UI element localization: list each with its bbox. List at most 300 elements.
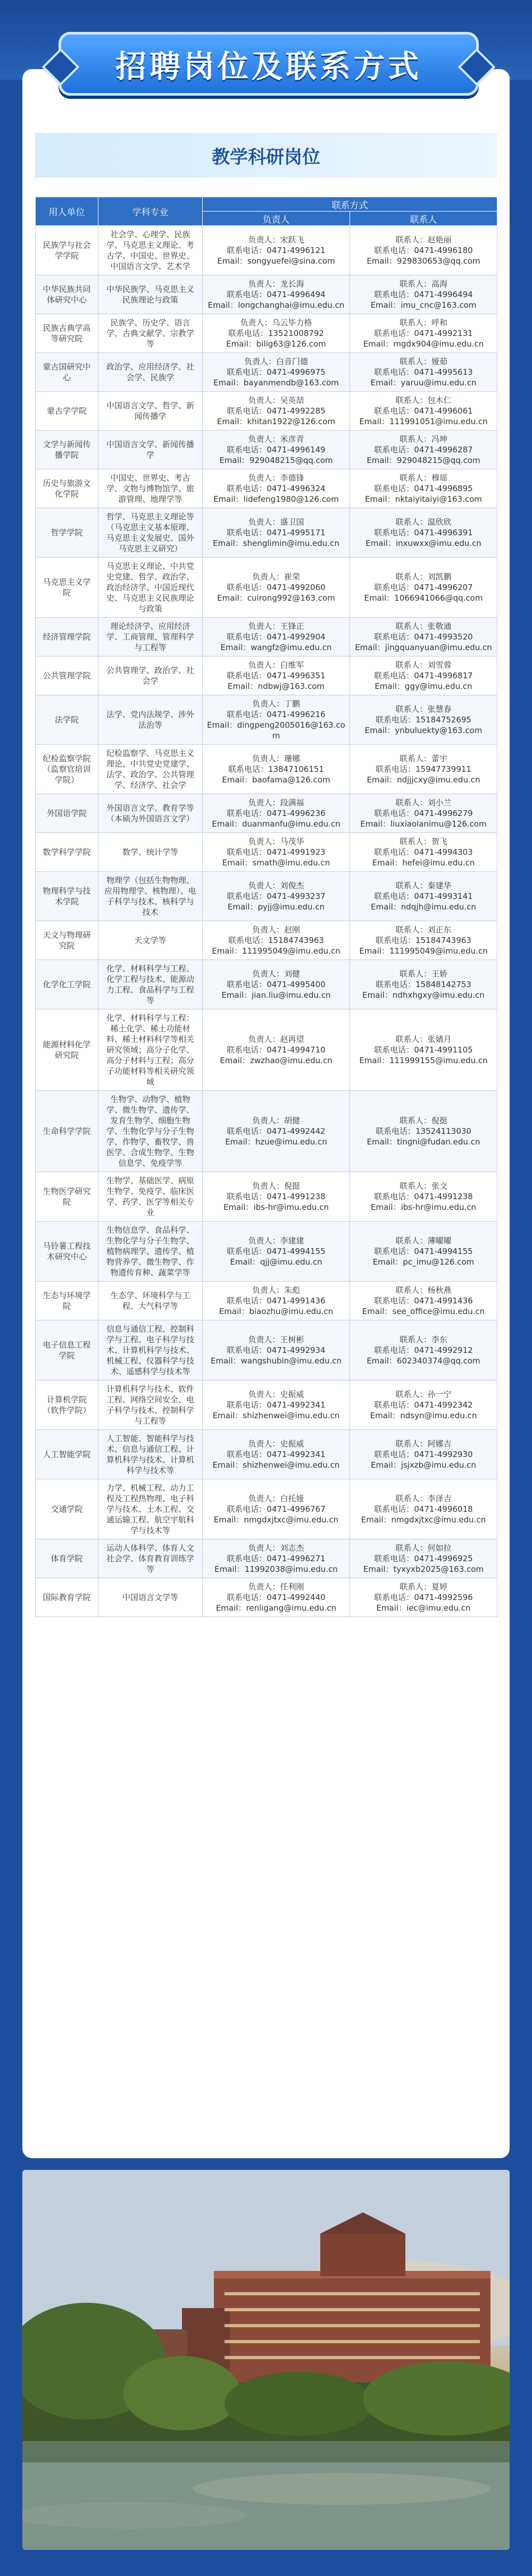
table-row bbox=[36, 1380, 497, 1430]
liaison-line: 联系人：刘凯鹏 bbox=[395, 572, 452, 582]
leader-line: Email：smath@imu.edu.cn bbox=[222, 858, 330, 868]
leader-cell bbox=[203, 431, 350, 469]
liaison-cell bbox=[350, 794, 497, 833]
leader-line: Email：11992038@imu.edu.cn bbox=[214, 1564, 338, 1574]
leader-line: 联系电话：0471-4992285 bbox=[227, 406, 326, 416]
leader-cell bbox=[203, 1578, 350, 1617]
leader-line: 负责人：段满福 bbox=[248, 798, 304, 807]
leader-line: 负责人：赵再望 bbox=[248, 1034, 304, 1044]
unit-cell: 生物医学研究院 bbox=[36, 1172, 98, 1222]
liaison-line: 联系电话：0471-4996018 bbox=[374, 1504, 473, 1514]
leader-line: 负责人：刘健 bbox=[252, 969, 300, 979]
liaison-cell bbox=[350, 1222, 497, 1282]
table-row bbox=[36, 618, 497, 656]
leader-line: 负责人：任利刚 bbox=[248, 1582, 304, 1592]
leader-line: 负责人：珊娜 bbox=[252, 754, 300, 763]
leader-cell bbox=[203, 558, 350, 618]
liaison-line: Email：mgdx904@imu.edu.cn bbox=[363, 339, 484, 349]
leader-line: Email：lidefeng1980@126.com bbox=[213, 494, 339, 504]
liaison-cell bbox=[350, 695, 497, 745]
liaison-line: 联系人：呼和 bbox=[399, 318, 447, 327]
leader-line: 负责人：丁鹏 bbox=[252, 699, 300, 709]
liaison-cell bbox=[350, 1091, 497, 1172]
unit-cell: 马铃薯工程技术研究中心 bbox=[36, 1222, 98, 1282]
unit-cell: 生态与环境学院 bbox=[36, 1282, 98, 1320]
leader-line: 负责人：史振威 bbox=[248, 1439, 304, 1449]
leader-line: Email：longchanghai@imu.edu.cn bbox=[207, 300, 345, 310]
table-body bbox=[36, 226, 497, 1617]
liaison-line: 联系电话：0471-4992912 bbox=[374, 1345, 473, 1355]
leader-cell bbox=[203, 921, 350, 960]
liaison-cell bbox=[350, 226, 497, 275]
liaison-line: 联系人：张敬通 bbox=[395, 621, 452, 631]
liaison-line: Email：iec@imu.edu.cn bbox=[376, 1603, 471, 1613]
leader-line: 负责人：宋跃飞 bbox=[248, 235, 304, 245]
liaison-line: 联系电话：0471-4994155 bbox=[374, 1247, 473, 1256]
liaison-line: 联系人：冯坤 bbox=[399, 434, 447, 444]
unit-cell: 马克思主义学院 bbox=[36, 558, 98, 618]
table-row bbox=[36, 392, 497, 431]
liaison-line: 联系电话：0471-4992342 bbox=[374, 1400, 473, 1410]
leader-line: 负责人：李德锋 bbox=[248, 473, 304, 483]
page-title: 招聘岗位及联系方式 bbox=[115, 48, 422, 85]
unit-cell: 文学与新闻传播学院 bbox=[36, 431, 98, 469]
unit-cell: 计算机学院（软件学院） bbox=[36, 1380, 98, 1430]
major-cell: 公共管理学、政治学、社会学 bbox=[98, 656, 203, 695]
leader-line: 负责人：白音门德 bbox=[244, 357, 308, 366]
leader-line: 联系电话：13847106151 bbox=[228, 764, 324, 774]
leader-cell bbox=[203, 275, 350, 314]
leader-line: Email：929048215@qq.com bbox=[219, 456, 333, 465]
liaison-line: Email：602340374@qq.com bbox=[367, 1356, 480, 1366]
leader-line: 联系电话：0471-4995171 bbox=[227, 528, 326, 537]
leader-line: 联系电话：0471-4992341 bbox=[227, 1400, 326, 1410]
unit-cell: 纪检监察学院（监察官培训学院） bbox=[36, 745, 98, 794]
leader-line: Email：wangshubin@imu.edu.cn bbox=[211, 1356, 342, 1366]
liaison-cell bbox=[350, 1282, 497, 1320]
liaison-cell bbox=[350, 314, 497, 353]
table-row bbox=[36, 1222, 497, 1282]
leader-line: 负责人：史振威 bbox=[248, 1390, 304, 1399]
liaison-line: 联系人：张慧春 bbox=[395, 704, 452, 714]
major-cell: 生物学、基础医学、病原生物学、免疫学、临床医学、药学、医学等相关专业 bbox=[98, 1172, 203, 1222]
leader-line: 负责人：盛卫国 bbox=[248, 517, 304, 527]
liaison-cell bbox=[350, 921, 497, 960]
liaison-line: 联系人：蕾宇 bbox=[399, 754, 447, 763]
leader-line: 联系电话：0471-4996271 bbox=[227, 1554, 326, 1563]
liaison-line: 联系电话：0471-4996180 bbox=[374, 246, 473, 255]
major-cell: 马克思主义理论、中共党史党建、哲学、政治学、政治经济学、中国近现代史、马克思主义民族理论与政策 bbox=[98, 558, 203, 618]
table-row bbox=[36, 431, 497, 469]
table-row bbox=[36, 656, 497, 695]
table-row bbox=[36, 872, 497, 921]
leader-line: Email：111995049@imu.edu.cn bbox=[212, 946, 340, 956]
unit-cell: 天文与物理研究院 bbox=[36, 921, 98, 960]
leader-cell bbox=[203, 1320, 350, 1380]
liaison-line: 联系电话：0471-4991105 bbox=[374, 1045, 473, 1055]
table-row bbox=[36, 314, 497, 353]
liaison-line: Email：929048215@qq.com bbox=[367, 456, 480, 465]
liaison-line: Email：nmgdxjtxc@imu.edu.cn bbox=[361, 1515, 486, 1525]
liaison-line: Email：see_office@imu.edu.cn bbox=[362, 1307, 485, 1316]
major-cell: 中国语言文学、新闻传播学 bbox=[98, 431, 203, 469]
leader-line: 负责人：倪挺 bbox=[252, 1181, 300, 1191]
leader-line: Email：jian.liu@imu.edu.cn bbox=[221, 990, 331, 1000]
liaison-line: 联系人：薄曜曜 bbox=[395, 1236, 452, 1245]
leader-cell bbox=[203, 508, 350, 558]
leader-line: 联系电话：0471-4991238 bbox=[227, 1192, 326, 1201]
liaison-line: 联系电话：0471-4996279 bbox=[374, 809, 473, 818]
leader-line: 联系电话：0471-4993237 bbox=[227, 891, 326, 901]
leader-cell bbox=[203, 618, 350, 656]
header-contact: 联系方式 bbox=[203, 197, 497, 212]
liaison-line: 联系电话：0471-4993141 bbox=[374, 891, 473, 901]
major-cell: 生物信息学、食品科学、生物化学与分子生物学、植物病理学、遗传学、植物营养学、微生物学、作物遗传育种、蔬菜学等 bbox=[98, 1222, 203, 1282]
major-cell: 中国语言文学等 bbox=[98, 1578, 203, 1617]
unit-cell: 民族古典学高等研究院 bbox=[36, 314, 98, 353]
major-cell: 数学、统计学等 bbox=[98, 833, 203, 872]
liaison-line: 联系电话：0471-4993520 bbox=[374, 632, 473, 642]
campus-photo bbox=[22, 2170, 510, 2550]
leader-line: 联系电话：0471-4996236 bbox=[227, 809, 326, 818]
liaison-cell bbox=[350, 656, 497, 695]
leader-cell bbox=[203, 392, 350, 431]
leader-line: 负责人：白维军 bbox=[248, 660, 304, 670]
liaison-line: Email：ndsyn@imu.edu.cn bbox=[370, 1411, 477, 1420]
major-cell: 人工智能、智能科学与技术、信息与通信工程、计算机科学与技术、计算机科学与技术等 bbox=[98, 1430, 203, 1479]
major-cell: 中国史、世界史、考古学、文物与博物馆学、旅游管理、地理学等 bbox=[98, 469, 203, 508]
liaison-line: 联系电话：0471-4992596 bbox=[374, 1593, 473, 1602]
leader-line: Email：shizhenwei@imu.edu.cn bbox=[212, 1411, 340, 1420]
leader-line: 负责人：崔荣 bbox=[252, 572, 300, 582]
liaison-line: 联系人：高海 bbox=[399, 279, 447, 289]
major-cell: 运动人体科学、体育人文社会学、体育教育训练学等 bbox=[98, 1539, 203, 1578]
table-row bbox=[36, 275, 497, 314]
header-liaison: 联系人 bbox=[350, 212, 497, 226]
unit-cell: 哲学学院 bbox=[36, 508, 98, 558]
header-major: 学科专业 bbox=[98, 197, 203, 226]
liaison-cell bbox=[350, 1430, 497, 1479]
unit-cell: 化学化工学院 bbox=[36, 960, 98, 1009]
liaison-cell bbox=[350, 1380, 497, 1430]
leader-line: 负责人：刘志杰 bbox=[248, 1543, 304, 1553]
liaison-line: 联系电话：0471-4996061 bbox=[374, 406, 473, 416]
leader-line: Email：bilig63@126.com bbox=[226, 339, 326, 349]
liaison-line: 联系人：阿娜吉 bbox=[395, 1439, 452, 1449]
liaison-cell bbox=[350, 833, 497, 872]
leader-cell bbox=[203, 794, 350, 833]
major-cell: 化学、材料科学与工程：稀土化学、稀土功能材料、稀土材料科学等相关研究领域；高分子化学、高分子材料与工程；高分子功能材料等相关研究领域 bbox=[98, 1009, 203, 1091]
liaison-line: 联系人：秦建华 bbox=[395, 881, 452, 890]
leader-line: Email：khitan1922@126.com bbox=[217, 417, 336, 426]
unit-cell: 法学院 bbox=[36, 695, 98, 745]
liaison-cell bbox=[350, 1539, 497, 1578]
leader-line: 联系电话：0471-4996351 bbox=[227, 671, 326, 680]
leader-line: 联系电话：13521008792 bbox=[228, 329, 324, 338]
leader-line: 联系电话：0471-4991923 bbox=[227, 847, 326, 857]
table-row bbox=[36, 1320, 497, 1380]
leader-line: 负责人：朱彪 bbox=[252, 1285, 300, 1295]
liaison-line: Email：111999155@imu.edu.cn bbox=[359, 1056, 488, 1065]
unit-cell: 蒙古国研究中心 bbox=[36, 353, 98, 392]
liaison-cell bbox=[350, 469, 497, 508]
liaison-cell bbox=[350, 1009, 497, 1091]
unit-cell: 历史与旅游文化学院 bbox=[36, 469, 98, 508]
leader-line: 负责人：白托娅 bbox=[248, 1494, 304, 1503]
liaison-line: 联系电话：0471-4996207 bbox=[374, 583, 473, 592]
leader-line: 联系电话：0471-4994710 bbox=[227, 1045, 326, 1055]
liaison-line: 联系人：温欣欣 bbox=[395, 517, 452, 527]
liaison-cell bbox=[350, 745, 497, 794]
liaison-line: Email：tingni@fudan.edu.cn bbox=[367, 1137, 480, 1147]
liaison-line: 联系人：孙一宁 bbox=[395, 1390, 452, 1399]
unit-cell: 外国语学院 bbox=[36, 794, 98, 833]
unit-cell: 中华民族共同体研究中心 bbox=[36, 275, 98, 314]
table-row bbox=[36, 695, 497, 745]
table-row bbox=[36, 1578, 497, 1617]
table-row bbox=[36, 1430, 497, 1479]
liaison-line: Email：hefei@imu.edu.cn bbox=[372, 858, 475, 868]
liaison-line: 联系电话：0471-4992131 bbox=[374, 329, 473, 338]
liaison-cell bbox=[350, 1578, 497, 1617]
unit-cell: 电子信息工程学院 bbox=[36, 1320, 98, 1380]
leader-cell bbox=[203, 1380, 350, 1430]
leader-cell bbox=[203, 353, 350, 392]
leader-line: Email：pyjj@imu.edu.cn bbox=[227, 902, 325, 912]
liaison-line: Email：ggy@imu.edu.cn bbox=[375, 681, 472, 691]
leader-line: 联系电话：0471-4992440 bbox=[227, 1593, 326, 1602]
major-cell: 哲学、马克思主义理论等（马克思主义基本原理、马克思主义发展史、国外马克思主义研究） bbox=[98, 508, 203, 558]
leader-line: Email：dingpeng2005016@163.com bbox=[207, 720, 345, 740]
liaison-line: Email：yaruu@imu.edu.cn bbox=[370, 378, 477, 388]
leader-line: 联系电话：0471-4992904 bbox=[227, 632, 326, 642]
unit-cell: 能源材料化学研究院 bbox=[36, 1009, 98, 1091]
unit-cell: 人工智能学院 bbox=[36, 1430, 98, 1479]
leader-cell bbox=[203, 656, 350, 695]
leader-line: 负责人：乌云毕力格 bbox=[240, 318, 312, 327]
leader-line: 联系电话：0471-4996121 bbox=[227, 246, 326, 255]
leader-line: Email：nmgdxjtxc@imu.edu.cn bbox=[213, 1515, 339, 1525]
leader-line: 负责人：吴英喆 bbox=[248, 395, 304, 405]
leader-cell bbox=[203, 226, 350, 275]
leader-line: 联系电话：0471-4992934 bbox=[227, 1345, 326, 1355]
liaison-line: 联系电话：15848142753 bbox=[376, 980, 471, 989]
liaison-cell bbox=[350, 392, 497, 431]
liaison-cell bbox=[350, 872, 497, 921]
major-cell: 政治学、应用经济学、社会学、民族学 bbox=[98, 353, 203, 392]
table-row bbox=[36, 1009, 497, 1091]
liaison-line: 联系电话：0471-4996925 bbox=[374, 1554, 473, 1563]
leader-line: Email：zwzhao@imu.edu.cn bbox=[220, 1056, 332, 1065]
leader-line: 联系电话：0471-4996975 bbox=[227, 367, 326, 377]
unit-cell: 公共管理学院 bbox=[36, 656, 98, 695]
leader-cell bbox=[203, 695, 350, 745]
liaison-line: 联系电话：0471-4996494 bbox=[374, 290, 473, 299]
table-row bbox=[36, 353, 497, 392]
major-cell: 民族学、历史学、语言学、古典文献学、宗教学等 bbox=[98, 314, 203, 353]
table-row bbox=[36, 226, 497, 275]
leader-line: 联系电话：0471-4996767 bbox=[227, 1504, 326, 1514]
liaison-line: 联系电话：0471-4996817 bbox=[374, 671, 473, 680]
leader-cell bbox=[203, 745, 350, 794]
liaison-line: 联系电话：15947739911 bbox=[376, 764, 471, 774]
liaison-line: Email：ibs-hr@imu.edu.cn bbox=[370, 1202, 477, 1212]
leader-line: 联系电话：15184743963 bbox=[228, 936, 324, 945]
leader-cell bbox=[203, 1282, 350, 1320]
title-banner bbox=[59, 32, 479, 96]
liaison-line: 联系电话：0471-4996391 bbox=[374, 528, 473, 537]
table-row bbox=[36, 960, 497, 1009]
leader-cell bbox=[203, 872, 350, 921]
leader-line: Email：biaozhu@imu.edu.cn bbox=[219, 1307, 334, 1316]
liaison-line: Email：tyxyxb2025@163.com bbox=[363, 1564, 484, 1574]
section-header bbox=[35, 133, 497, 178]
liaison-line: Email：ndjjjcxy@imu.edu.cn bbox=[367, 775, 480, 785]
leader-line: 联系电话：0471-4996216 bbox=[227, 710, 326, 719]
liaison-line: 联系电话：0471-4992930 bbox=[374, 1450, 473, 1459]
leader-line: Email：bayanmendb@163.com bbox=[213, 378, 339, 388]
unit-cell: 国际教育学院 bbox=[36, 1578, 98, 1617]
liaison-cell bbox=[350, 1172, 497, 1222]
table-row bbox=[36, 833, 497, 872]
liaison-line: Email：929830653@qq.com bbox=[367, 256, 480, 266]
leader-cell bbox=[203, 1222, 350, 1282]
liaison-line: 联系电话：0471-4991238 bbox=[374, 1192, 473, 1201]
table-row bbox=[36, 508, 497, 558]
leader-line: Email：qjj@imu.edu.cn bbox=[230, 1257, 322, 1267]
leader-cell bbox=[203, 960, 350, 1009]
liaison-line: 联系人：李东 bbox=[399, 1335, 447, 1344]
major-cell: 天文学等 bbox=[98, 921, 203, 960]
leader-cell bbox=[203, 1009, 350, 1091]
leader-line: 联系电话：0471-4996324 bbox=[227, 484, 326, 493]
liaison-line: 联系电话：15184752695 bbox=[376, 715, 471, 725]
liaison-line: 联系电话：0471-4995613 bbox=[374, 367, 473, 377]
leader-line: 负责人：王锋正 bbox=[248, 621, 304, 631]
leader-cell bbox=[203, 833, 350, 872]
liaison-line: 联系电话：0471-4996287 bbox=[374, 445, 473, 454]
campus-illustration bbox=[22, 2170, 510, 2550]
recruitment-table bbox=[35, 197, 497, 1617]
liaison-line: 联系人：倪挺 bbox=[399, 1116, 447, 1125]
leader-line: 负责人：王树彬 bbox=[248, 1335, 304, 1344]
unit-cell: 体育学院 bbox=[36, 1539, 98, 1578]
leader-cell bbox=[203, 1172, 350, 1222]
table-row bbox=[36, 469, 497, 508]
liaison-line: Email：pc_imu@126.com bbox=[372, 1257, 475, 1267]
liaison-cell bbox=[350, 508, 497, 558]
unit-cell: 数学科学学院 bbox=[36, 833, 98, 872]
liaison-line: 联系人：赵艳丽 bbox=[395, 235, 452, 245]
leader-cell bbox=[203, 314, 350, 353]
major-cell: 理论经济学、应用经济学、工商管理、管理科学与工程等 bbox=[98, 618, 203, 656]
unit-cell: 蒙古学学院 bbox=[36, 392, 98, 431]
leader-line: 联系电话：0471-4992442 bbox=[227, 1126, 326, 1136]
liaison-line: 联系人：包木仁 bbox=[395, 395, 452, 405]
liaison-line: 联系人：刘雪蓉 bbox=[395, 660, 452, 670]
leader-line: Email：songyuefei@sina.com bbox=[217, 256, 335, 266]
leader-line: 负责人：赵刚 bbox=[252, 925, 300, 935]
table-row bbox=[36, 558, 497, 618]
liaison-line: Email：ndqjh@imu.edu.cn bbox=[371, 902, 476, 912]
content-card bbox=[22, 69, 510, 2158]
liaison-line: 联系电话：15184743963 bbox=[376, 936, 471, 945]
leader-cell bbox=[203, 1430, 350, 1479]
major-cell: 计算机科学与技术、软件工程、网络空间安全、电子科学与技术、控制科学与工程等 bbox=[98, 1380, 203, 1430]
liaison-line: Email：inxuwxx@imu.edu.cn bbox=[365, 538, 481, 548]
table-row bbox=[36, 1091, 497, 1172]
liaison-line: 联系人：穆瑶 bbox=[399, 473, 447, 483]
liaison-line: 联系人：李泽吉 bbox=[395, 1494, 452, 1503]
table-row bbox=[36, 1479, 497, 1539]
table-row bbox=[36, 745, 497, 794]
leader-line: 联系电话：0471-4995400 bbox=[227, 980, 326, 989]
leader-line: Email：cuirong992@163.com bbox=[217, 593, 335, 603]
major-cell: 力学、机械工程、动力工程及工程热物理、电子科学与技术、土木工程、交通运输工程、航空宇航科学与技术等 bbox=[98, 1479, 203, 1539]
liaison-line: 联系人：夏婷 bbox=[399, 1582, 447, 1592]
liaison-line: Email：ndhxhgxy@imu.edu.cn bbox=[362, 990, 485, 1000]
major-cell: 信息与通信工程、控制科学与工程、电子科学与技术、计算机科学与技术、机械工程、仪器科学与技术、遥感科学与技术等 bbox=[98, 1320, 203, 1380]
liaison-line: Email：111995049@imu.edu.cn bbox=[359, 946, 488, 956]
liaison-cell bbox=[350, 1479, 497, 1539]
liaison-cell bbox=[350, 960, 497, 1009]
leader-line: 联系电话：0471-4992060 bbox=[227, 583, 326, 592]
liaison-line: 联系人：张文 bbox=[399, 1181, 447, 1191]
header-leader: 负责人 bbox=[203, 212, 350, 226]
leader-line: Email：shenglimin@imu.edu.cn bbox=[213, 538, 339, 548]
major-cell: 中国语言文学、哲学、新闻传播学 bbox=[98, 392, 203, 431]
liaison-line: Email：liuxiaolanimu@126.com bbox=[360, 819, 487, 829]
leader-line: 负责人：胡健 bbox=[252, 1116, 300, 1125]
major-cell: 纪检监察学、马克思主义理论、中共党史党建学、法学、政治学、公共管理学、经济学、社会学 bbox=[98, 745, 203, 794]
liaison-line: Email：nktaiyitaiyi@163.com bbox=[365, 494, 482, 504]
liaison-line: 联系人：王娇 bbox=[399, 969, 447, 979]
leader-line: Email：ibs-hr@imu.edu.cn bbox=[223, 1202, 329, 1212]
major-cell: 法学、党内法规学、涉外法治等 bbox=[98, 695, 203, 745]
table-row bbox=[36, 1282, 497, 1320]
table-row bbox=[36, 921, 497, 960]
leader-line: 负责人：马茂华 bbox=[248, 837, 304, 846]
liaison-line: Email：jsjxzb@imu.edu.cn bbox=[371, 1460, 476, 1470]
section-title: 教学科研岗位 bbox=[212, 146, 320, 168]
leader-line: 联系电话：0471-4992341 bbox=[227, 1450, 326, 1459]
leader-cell bbox=[203, 1091, 350, 1172]
major-cell: 社会学、心理学、民族学、马克思主义理论、考古学、中国史、世界史、中国语言文学、艺术学 bbox=[98, 226, 203, 275]
leader-cell bbox=[203, 1479, 350, 1539]
leader-cell bbox=[203, 1539, 350, 1578]
liaison-line: 联系人：杨秋燕 bbox=[395, 1285, 452, 1295]
liaison-line: 联系电话：13524113030 bbox=[376, 1126, 471, 1136]
table-row bbox=[36, 1172, 497, 1222]
liaison-cell bbox=[350, 275, 497, 314]
liaison-line: 联系人：刘正东 bbox=[395, 925, 452, 935]
liaison-line: 联系电话：0471-4994303 bbox=[374, 847, 473, 857]
leader-cell bbox=[203, 469, 350, 508]
liaison-line: 联系人：何如拉 bbox=[395, 1543, 452, 1553]
major-cell: 生态学、环境科学与工程、大气科学等 bbox=[98, 1282, 203, 1320]
leader-line: 联系电话：0471-4994155 bbox=[227, 1247, 326, 1256]
table-row bbox=[36, 1539, 497, 1578]
liaison-line: Email：ynbuluekty@163.com bbox=[364, 726, 483, 735]
unit-cell: 生命科学学院 bbox=[36, 1091, 98, 1172]
leader-line: Email：baofama@126.com bbox=[222, 775, 330, 785]
liaison-cell bbox=[350, 1320, 497, 1380]
table-row bbox=[36, 794, 497, 833]
major-cell: 物理学（包括生物物理、应用物理学、核物理）、电子科学与技术、核科学与技术 bbox=[98, 872, 203, 921]
unit-cell: 物理科学与技术学院 bbox=[36, 872, 98, 921]
leader-line: 联系电话：0471-4991436 bbox=[227, 1296, 326, 1306]
liaison-line: Email：jingquanyuan@imu.edu.cn bbox=[355, 643, 492, 652]
